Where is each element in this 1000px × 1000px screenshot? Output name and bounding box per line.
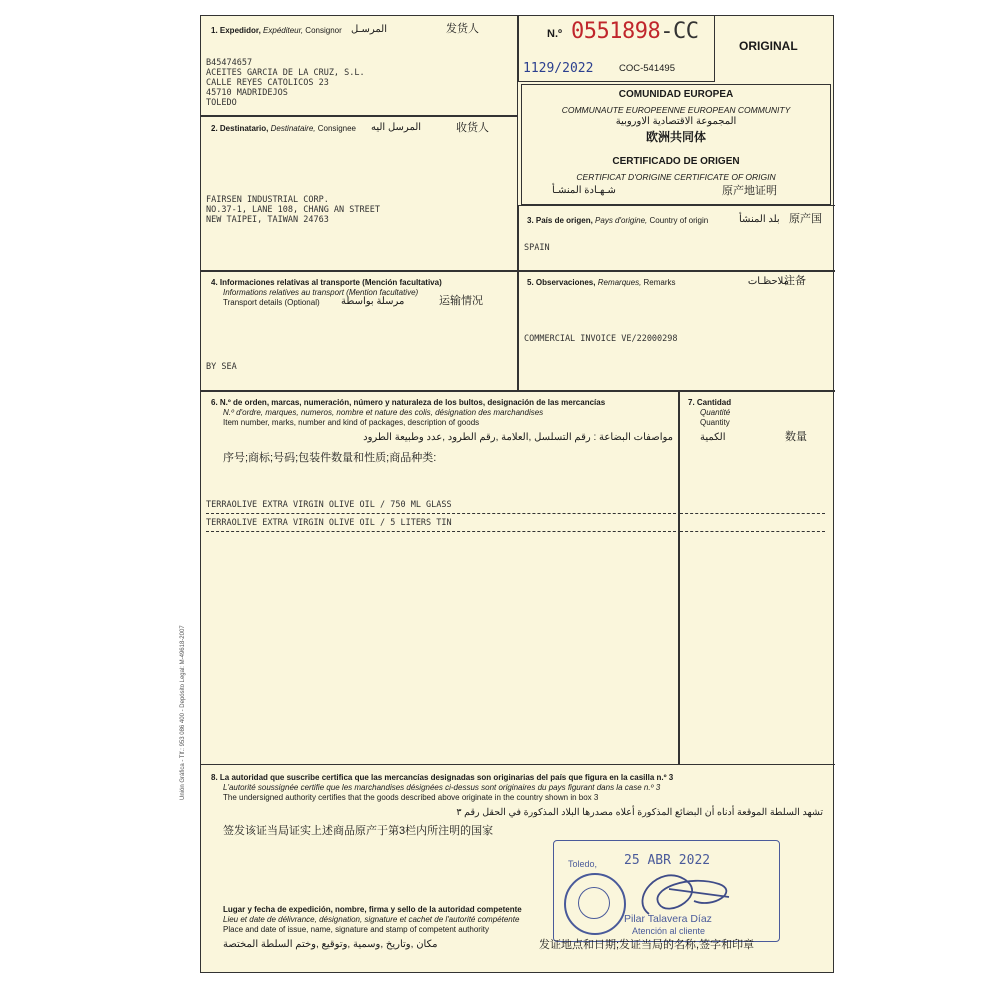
box8-label-es: 8. La autoridad que suscribe certifica que las mercancías designadas son originarias del país que figura en la casilla n.º 3 [211,773,674,782]
box5-label-ar: ملاحظـات [747,276,789,287]
box8-label-fr: L'autorité soussignée certifie que les marchandises désignées ci-dessus sont originaires du pays figurant dans la case n.º 3 [223,783,661,792]
stamp-date: 25 ABR 2022 [624,853,711,868]
transport-value: BY SEA [206,362,237,372]
box-8-certification [201,765,835,974]
box6-label-es: 6. N.º de orden, marcas, numeración, número y naturaleza de los bultos, designación de las mercancías [211,398,606,407]
box8-label-en: The undersigned authority certifies that the goods described above originate in the country shown in box 3 [223,793,599,802]
certificate-title-ar: شـهـادة المنشـأ [552,185,616,196]
signature-icon [619,859,759,929]
printer-imprint: Unión Gráfica - Tlf.: 953 086 400 - Depósito Legal: M-49618-2007 [180,625,186,800]
certificate-title-fr-en: CERTIFICAT D'ORIGINE CERTIFICATE OF ORIGIN [576,172,776,182]
place-label-en: Place and date of issue, name, signature and stamp of competent authority [223,925,489,934]
box6-label-fr: N.º d'ordre, marques, numeros, nombre et nature des colis, désignation des marchandises [223,408,544,417]
header-ar: المجموعة الاقتصادية الاوروبية [615,116,737,127]
goods-item: TERRAOLIVE EXTRA VIRGIN OLIVE OIL / 750 ML GLASS [206,500,452,510]
box-7-quantity [679,391,835,765]
coc-reference: COC-541495 [619,63,675,74]
consignor-line: 45710 MADRIDEJOS [206,88,288,98]
signatory-role: Atención al cliente [632,926,706,936]
consignor-line: B45474657 [206,58,253,68]
box7-label-fr: Quantité [700,408,731,417]
box2-label-fr: Destinataire, [270,124,316,133]
box5-label-fr: Remarques, [597,278,642,287]
box2-label-en: Consignee [317,124,356,133]
box7-label-es: 7. Cantidad [688,398,732,407]
box4-label-es: 4. Informaciones relativas al transporte (Mención facultativa) [211,278,442,287]
country-of-origin-value: SPAIN [524,243,550,253]
box5-label-es: 5. Observaciones, [527,278,596,287]
box2-label-ar: المرسل اليه [371,122,422,133]
box1-label-zh: 发货人 [446,23,479,35]
place-label-es: Lugar y fecha de expedición, nombre, firma y sello de la autoridad competente [223,905,522,914]
box2-label-es: 2. Destinatario, [211,124,269,133]
box7-label-en: Quantity [700,418,730,427]
consignor-line: CALLE REYES CATOLICOS 23 [206,78,329,88]
box3-label-zh: 原产国 [789,213,822,225]
remarks-value: COMMERCIAL INVOICE VE/22000298 [524,334,678,344]
goods-item: TERRAOLIVE EXTRA VIRGIN OLIVE OIL / 5 LITERS TIN [206,518,452,528]
certificate-title-es: CERTIFICADO DE ORIGEN [612,156,740,167]
box7-label-zh: 数量 [785,431,807,443]
signatory-name: Pilar Talavera Díaz [624,913,712,925]
box-6-description-of-goods [201,391,679,765]
original-label: ORIGINAL [739,39,798,53]
authority-stamp [553,840,780,942]
stamp-city: Toledo, [568,859,598,869]
box1-label-en: Consignor [305,26,342,35]
place-label-fr: Lieu et date de délivrance, désignation, signature et cachet de l'autorité compétente [223,915,520,924]
box5-label-zh: 注备 [784,275,806,287]
consignor-line: TOLEDO [206,98,237,108]
box8-label-ar: تشهد السلطة الموقعة أدناه أن البضائع المذكورة أعلاه مصدرها البلاد المذكورة في الحقل رقم ٣ [456,807,823,818]
box4-label-en: Transport details (Optional) [223,298,320,307]
registry-number: 1129/2022 [523,61,594,76]
certificate-number-suffix: -CC [660,19,699,44]
goods-separator [206,513,676,514]
header-fr-en: COMMUNAUTE EUROPEENNE EUROPEAN COMMUNITY [561,105,791,115]
box6-label-zh: 序号;商标;号码;包装件数量和性质;商品种类: [223,452,437,464]
header-es: COMUNIDAD EUROPEA [618,89,734,100]
box-5-remarks [518,271,835,391]
box6-label-en: Item number, marks, number and kind of packages, description of goods [223,418,480,427]
box3-label-es: 3. País de origen, [527,216,593,225]
box8-label-zh: 签发该证当局证实上述商品原产于第3栏内所注明的国家 [223,825,494,837]
box3-label-en: Country of origin [649,216,709,225]
box5-label-en: Remarks [643,278,676,287]
stamp-seal-inner-icon [578,887,610,919]
quantity-separator [680,513,825,514]
certificate-title-zh: 原产地证明 [722,185,777,197]
place-label-zh: 发证地点和日期;发证当局的名称,签字和印章 [539,939,755,951]
box4-label-fr: Informations relatives au transport (Mention facultative) [223,288,419,297]
box2-label-zh: 收货人 [456,122,489,134]
box-3-country-of-origin [518,205,835,271]
box4-label-ar: مرسلة بواسطة [341,296,405,307]
box-2-consignee [201,116,518,271]
consignee-line: NEW TAIPEI, TAIWAN 24763 [206,215,329,225]
consignee-line: FAIRSEN INDUSTRIAL CORP. [206,195,329,205]
certificate-number [571,19,698,44]
place-label-ar: مكان ,وتاريخ ,وسمية ,وتوقيع ,وختم السلطة المختصة [223,939,438,950]
consignee-line: NO.37-1, LANE 108, CHANG AN STREET [206,205,380,215]
header-zh: 欧洲共同体 [645,130,706,144]
box3-label-fr: Pays d'origine, [595,216,648,225]
box6-label-ar: مواصفات البضاعة : رقم التسلسل ,العلامة ,رقم الطرود ,عدد وطبيعة الطرود [363,432,673,443]
certificate-number-value: 0551898 [571,19,661,44]
certificate-form [200,15,834,973]
goods-separator [206,531,676,532]
box1-label-fr: Expéditeur, [263,26,304,35]
box3-label-ar: بلد المنشأ [739,214,780,225]
box1-label-es: 1. Expedidor, [211,26,261,35]
quantity-separator [680,531,825,532]
box1-label-ar: المرسـل [351,24,388,35]
consignor-line: ACEITES GARCIA DE LA CRUZ, S.L. [206,68,365,78]
box7-label-ar: الكمية [700,432,726,443]
box-1-consignor [201,16,518,116]
certificate-number-block [518,16,715,82]
community-header [521,84,831,205]
number-prefix: N.º [547,28,563,40]
box4-label-zh: 运输情况 [439,295,483,307]
box-4-transport-details [201,271,518,391]
